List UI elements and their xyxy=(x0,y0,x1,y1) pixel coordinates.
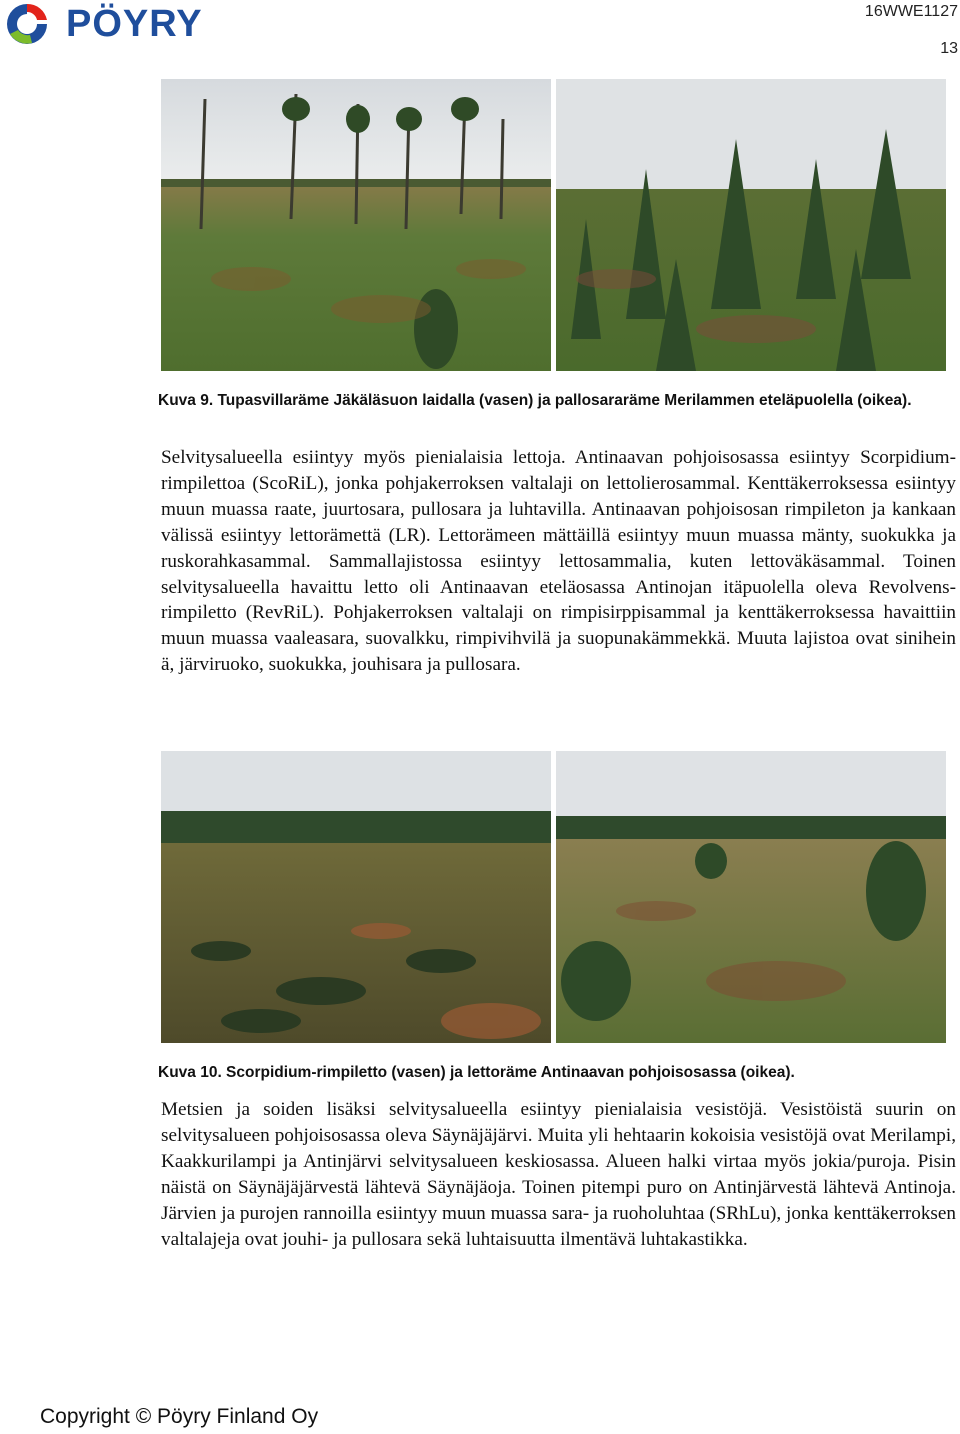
photo-fig10-left xyxy=(161,751,551,1043)
photo-fig10-right xyxy=(556,751,946,1043)
photo-fig9-right xyxy=(556,79,946,371)
page-number: 13 xyxy=(940,40,958,57)
poyry-logo xyxy=(2,0,252,48)
paragraph-1: Selvitysalueella esiintyy myös pienialaisia lettoja. Antinaavan pohjoisosassa esiintyy Scorpidium-rimpilettoa (ScoRiL), jonka pohjakerroksen valtalaji on lettolierosammal. Kenttäkerroksessa esiintyy muun muassa raate, juurtosara, pullosara ja luhtavilla. Antinaavan pohjoisosan rimpileton ja kankaan välissä esiintyy lettorämettä (LR). Lettorämeen mättäillä esiintyy muun muassa mänty, suokukka ja ruskorahkasammal. Sammallajistossa esiintyy lettosammalia, kuten lettoväkäsammal. Toinen selvitysalueella havaittu letto oli Antinaavan eteläosassa Antinojan itäpuolella oleva Revolvens-rimpiletto (RevRiL). Pohjakerroksen valtalaji on rimpisirppisammal ja kenttäkerroksessa havaittiin muun muassa vaaleasara, suovalkku, rimpivihvilä ja suopunakämmekkä. Muuta lajistoa ovat sinihein ä, järviruoko, suokukka, jouhisara ja pullosara. xyxy=(161,447,956,676)
photo-fig9-left xyxy=(161,79,551,371)
logo-wordmark: PÖYRY xyxy=(66,3,203,45)
document-id: 16WWE1127 xyxy=(864,3,958,20)
figure9-caption: Kuva 9. Tupasvillaräme Jäkäläsuon laidalla (vasen) ja pallosararäme Merilammen eteläpuolella (oikea). xyxy=(158,392,912,409)
poyry-swirl-icon xyxy=(2,0,52,46)
paragraph-2: Metsien ja soiden lisäksi selvitysalueella esiintyy pienialaisia vesistöjä. Vesistöistä suurin on selvitysalueen pohjoisosassa oleva Säynäjäjärvi. Muita yli hehtaarin kokoisia vesistöjä ovat Merilampi, Kaakkurilampi ja Antinjärvi selvitysalueen keskiosassa. Alueen halki virtaa myös jokia/puroja. Pisin näistä on Säynäjäjärvestä lähtevä Säynäjäoja. Toinen pitempi puro on Antinjärvestä lähtevä Antinoja. Järvien ja purojen rannoilla esiintyy muun muassa sara- ja ruoholuhtaa (SRhLu), jonka kenttäkerroksen valtalajeja ovat jouhi- ja pullosara sekä luhtaisuutta ilmentävä luhtakastikka. xyxy=(161,1099,956,1250)
figure10-caption: Kuva 10. Scorpidium-rimpiletto (vasen) ja lettoräme Antinaavan pohjoisosassa (oikea). xyxy=(158,1064,795,1081)
footer-copyright: Copyright © Pöyry Finland Oy xyxy=(40,1405,319,1428)
